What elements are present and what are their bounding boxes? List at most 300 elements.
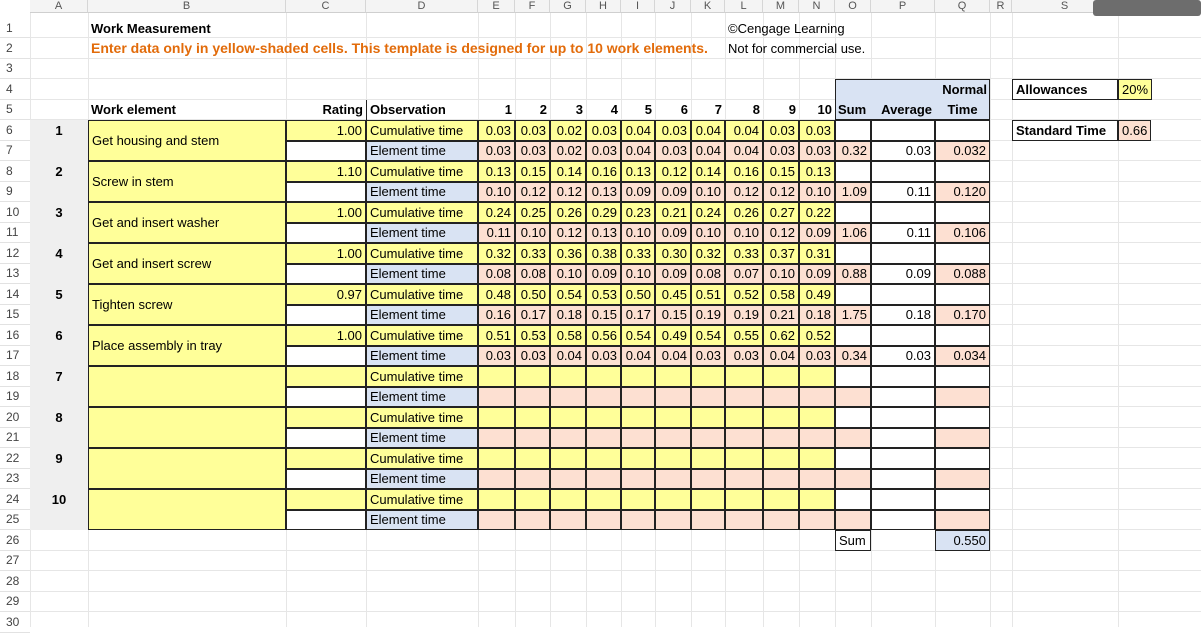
sum-blank[interactable] bbox=[835, 243, 871, 264]
cumulative-time-input[interactable]: 0.62 bbox=[763, 325, 799, 346]
row-header[interactable]: 18 bbox=[0, 366, 30, 387]
row-header[interactable]: 9 bbox=[0, 182, 30, 203]
column-header-j[interactable]: J bbox=[655, 0, 691, 13]
cumulative-time-input[interactable]: 0.15 bbox=[515, 161, 550, 182]
element-name-input[interactable]: Get housing and stem bbox=[88, 120, 286, 161]
cumulative-time-label[interactable]: Cumulative time bbox=[366, 407, 478, 428]
column-header-d[interactable]: D bbox=[366, 0, 478, 13]
cumulative-time-input[interactable] bbox=[478, 366, 515, 387]
rating-blank[interactable] bbox=[286, 346, 366, 367]
average-blank[interactable] bbox=[871, 489, 935, 510]
element-time-value[interactable]: 0.09 bbox=[799, 223, 835, 244]
element-time-label[interactable]: Element time bbox=[366, 141, 478, 162]
element-time-value[interactable]: 0.09 bbox=[655, 182, 691, 203]
element-number[interactable]: 7 bbox=[30, 366, 88, 407]
rating-input[interactable] bbox=[286, 366, 366, 387]
column-header-g[interactable]: G bbox=[550, 0, 586, 13]
element-time-value[interactable]: 0.03 bbox=[515, 141, 550, 162]
element-time-value[interactable]: 0.04 bbox=[725, 141, 763, 162]
sum-blank[interactable] bbox=[835, 489, 871, 510]
element-number[interactable]: 1 bbox=[30, 120, 88, 161]
element-time-value[interactable]: 0.03 bbox=[478, 346, 515, 367]
average-blank[interactable] bbox=[871, 161, 935, 182]
time-header[interactable]: Time bbox=[935, 100, 990, 121]
column-header-i[interactable]: I bbox=[621, 0, 655, 13]
cumulative-time-input[interactable] bbox=[515, 489, 550, 510]
cumulative-time-label[interactable]: Cumulative time bbox=[366, 489, 478, 510]
element-time-value[interactable]: 0.12 bbox=[515, 182, 550, 203]
element-time-label[interactable]: Element time bbox=[366, 469, 478, 490]
element-time-value[interactable] bbox=[621, 387, 655, 408]
observation-number[interactable]: 9 bbox=[788, 102, 796, 118]
cumulative-time-input[interactable] bbox=[478, 448, 515, 469]
cumulative-time-input[interactable] bbox=[515, 448, 550, 469]
column-header-e[interactable]: E bbox=[478, 0, 515, 13]
element-time-value[interactable]: 0.08 bbox=[478, 264, 515, 285]
rating-blank[interactable] bbox=[286, 387, 366, 408]
cumulative-time-input[interactable]: 0.56 bbox=[586, 325, 621, 346]
element-time-value[interactable]: 0.12 bbox=[550, 182, 586, 203]
element-time-value[interactable]: 0.15 bbox=[586, 305, 621, 326]
element-time-value[interactable] bbox=[550, 387, 586, 408]
element-time-value[interactable] bbox=[655, 510, 691, 531]
element-name-input[interactable] bbox=[88, 366, 286, 407]
element-time-value[interactable]: 0.09 bbox=[586, 264, 621, 285]
element-time-value[interactable] bbox=[763, 469, 799, 490]
cumulative-time-input[interactable] bbox=[799, 448, 835, 469]
cumulative-time-input[interactable]: 0.54 bbox=[550, 284, 586, 305]
element-time-value[interactable]: 0.15 bbox=[655, 305, 691, 326]
column-header-q[interactable]: Q bbox=[935, 0, 990, 13]
cumulative-time-input[interactable]: 0.04 bbox=[691, 120, 725, 141]
rating-blank[interactable] bbox=[286, 510, 366, 531]
normal-blank[interactable] bbox=[935, 366, 990, 387]
rating-input[interactable]: 1.00 bbox=[286, 202, 366, 223]
cumulative-time-input[interactable]: 0.25 bbox=[515, 202, 550, 223]
sum-blank[interactable] bbox=[835, 366, 871, 387]
element-time-value[interactable]: 0.09 bbox=[799, 264, 835, 285]
element-time-value[interactable] bbox=[691, 469, 725, 490]
element-sum[interactable]: 0.34 bbox=[835, 346, 871, 367]
cumulative-time-input[interactable]: 0.36 bbox=[550, 243, 586, 264]
element-time-value[interactable]: 0.12 bbox=[763, 182, 799, 203]
cumulative-time-input[interactable]: 0.13 bbox=[478, 161, 515, 182]
cumulative-time-input[interactable] bbox=[799, 366, 835, 387]
cumulative-time-input[interactable]: 0.33 bbox=[515, 243, 550, 264]
element-time-label[interactable]: Element time bbox=[366, 264, 478, 285]
rating-blank[interactable] bbox=[286, 182, 366, 203]
cumulative-time-input[interactable] bbox=[586, 407, 621, 428]
element-normal-time[interactable]: 0.106 bbox=[935, 223, 990, 244]
normal-blank[interactable] bbox=[935, 448, 990, 469]
column-header-h[interactable]: H bbox=[586, 0, 621, 13]
rating-input[interactable] bbox=[286, 448, 366, 469]
cumulative-time-input[interactable]: 0.50 bbox=[515, 284, 550, 305]
row-header[interactable]: 2 bbox=[0, 38, 30, 59]
element-time-value[interactable] bbox=[550, 428, 586, 449]
element-time-value[interactable] bbox=[515, 428, 550, 449]
cumulative-time-input[interactable] bbox=[655, 489, 691, 510]
element-time-value[interactable] bbox=[586, 428, 621, 449]
element-time-value[interactable]: 0.19 bbox=[725, 305, 763, 326]
cumulative-time-input[interactable] bbox=[763, 448, 799, 469]
row-header[interactable]: 16 bbox=[0, 325, 30, 346]
rating-blank[interactable] bbox=[286, 223, 366, 244]
element-number[interactable]: 9 bbox=[30, 448, 88, 489]
cumulative-time-label[interactable]: Cumulative time bbox=[366, 202, 478, 223]
element-time-value[interactable]: 0.03 bbox=[799, 346, 835, 367]
element-average[interactable]: 0.11 bbox=[871, 182, 935, 203]
element-time-value[interactable]: 0.17 bbox=[621, 305, 655, 326]
element-time-value[interactable] bbox=[725, 428, 763, 449]
element-time-label[interactable]: Element time bbox=[366, 387, 478, 408]
normal-header[interactable]: Normal bbox=[935, 79, 990, 100]
observation-header[interactable]: Observation bbox=[366, 100, 478, 121]
element-time-value[interactable] bbox=[725, 469, 763, 490]
cumulative-time-label[interactable]: Cumulative time bbox=[366, 284, 478, 305]
cumulative-time-input[interactable] bbox=[621, 448, 655, 469]
row-header[interactable]: 27 bbox=[0, 551, 30, 572]
element-sum[interactable]: 1.06 bbox=[835, 223, 871, 244]
row-header[interactable]: 4 bbox=[0, 79, 30, 100]
cumulative-time-input[interactable]: 0.52 bbox=[725, 284, 763, 305]
cumulative-time-input[interactable] bbox=[763, 489, 799, 510]
cumulative-time-input[interactable]: 0.22 bbox=[799, 202, 835, 223]
element-time-value[interactable] bbox=[655, 469, 691, 490]
element-time-value[interactable]: 0.10 bbox=[621, 264, 655, 285]
element-average[interactable] bbox=[871, 469, 935, 490]
element-time-value[interactable]: 0.10 bbox=[725, 223, 763, 244]
element-time-value[interactable]: 0.12 bbox=[550, 223, 586, 244]
cumulative-time-label[interactable]: Cumulative time bbox=[366, 325, 478, 346]
cumulative-time-input[interactable] bbox=[478, 407, 515, 428]
row-header[interactable]: 26 bbox=[0, 530, 30, 551]
element-name-input[interactable] bbox=[88, 407, 286, 448]
rating-input[interactable]: 1.00 bbox=[286, 120, 366, 141]
element-time-value[interactable]: 0.09 bbox=[621, 182, 655, 203]
element-sum[interactable]: 1.75 bbox=[835, 305, 871, 326]
average-blank[interactable] bbox=[871, 202, 935, 223]
element-time-value[interactable]: 0.04 bbox=[621, 141, 655, 162]
cumulative-time-input[interactable]: 0.33 bbox=[621, 243, 655, 264]
cumulative-time-input[interactable] bbox=[725, 448, 763, 469]
element-normal-time[interactable]: 0.120 bbox=[935, 182, 990, 203]
rating-blank[interactable] bbox=[286, 141, 366, 162]
cumulative-time-input[interactable]: 0.31 bbox=[799, 243, 835, 264]
element-normal-time[interactable] bbox=[935, 469, 990, 490]
element-time-value[interactable] bbox=[763, 428, 799, 449]
cumulative-time-input[interactable]: 0.24 bbox=[478, 202, 515, 223]
element-average[interactable]: 0.03 bbox=[871, 346, 935, 367]
element-sum[interactable]: 0.88 bbox=[835, 264, 871, 285]
instruction-text[interactable]: Enter data only in yellow-shaded cells. This template is designed for up to 10 work elements. bbox=[91, 40, 708, 57]
element-sum[interactable] bbox=[835, 428, 871, 449]
element-time-value[interactable]: 0.13 bbox=[586, 223, 621, 244]
element-time-value[interactable] bbox=[478, 387, 515, 408]
rating-blank[interactable] bbox=[286, 469, 366, 490]
element-time-value[interactable]: 0.10 bbox=[763, 264, 799, 285]
cumulative-time-input[interactable]: 0.24 bbox=[691, 202, 725, 223]
element-number[interactable]: 2 bbox=[30, 161, 88, 202]
element-time-value[interactable]: 0.04 bbox=[691, 141, 725, 162]
cumulative-time-input[interactable]: 0.51 bbox=[691, 284, 725, 305]
observation-number[interactable]: 5 bbox=[644, 102, 652, 118]
element-sum[interactable]: 1.09 bbox=[835, 182, 871, 203]
cumulative-time-input[interactable] bbox=[655, 407, 691, 428]
sum-blank[interactable] bbox=[835, 325, 871, 346]
copyright-note[interactable]: Not for commercial use. bbox=[728, 40, 866, 56]
scrollbar-thumb[interactable] bbox=[1093, 0, 1201, 16]
sum-blank[interactable] bbox=[835, 161, 871, 182]
cumulative-time-input[interactable]: 0.37 bbox=[763, 243, 799, 264]
cumulative-time-input[interactable]: 0.53 bbox=[586, 284, 621, 305]
cumulative-time-input[interactable]: 0.14 bbox=[550, 161, 586, 182]
column-header-a[interactable]: A bbox=[30, 0, 88, 13]
work-element-header[interactable]: Work element bbox=[91, 102, 177, 118]
rating-header[interactable]: Rating bbox=[322, 102, 363, 118]
element-time-value[interactable]: 0.19 bbox=[691, 305, 725, 326]
element-time-value[interactable] bbox=[515, 387, 550, 408]
column-header-p[interactable]: P bbox=[871, 0, 935, 13]
element-normal-time[interactable] bbox=[935, 510, 990, 531]
element-time-value[interactable]: 0.03 bbox=[691, 346, 725, 367]
cumulative-time-input[interactable]: 0.29 bbox=[586, 202, 621, 223]
observation-number[interactable]: 1 bbox=[504, 102, 512, 118]
element-time-value[interactable]: 0.02 bbox=[550, 141, 586, 162]
element-time-value[interactable] bbox=[550, 510, 586, 531]
average-header[interactable]: Average bbox=[871, 100, 935, 121]
element-time-value[interactable] bbox=[691, 387, 725, 408]
element-normal-time[interactable]: 0.170 bbox=[935, 305, 990, 326]
average-blank[interactable] bbox=[871, 284, 935, 305]
element-time-value[interactable] bbox=[763, 510, 799, 531]
element-time-value[interactable] bbox=[586, 469, 621, 490]
element-time-value[interactable]: 0.10 bbox=[691, 223, 725, 244]
element-time-value[interactable]: 0.03 bbox=[655, 141, 691, 162]
cumulative-time-input[interactable] bbox=[725, 366, 763, 387]
element-time-value[interactable]: 0.09 bbox=[655, 223, 691, 244]
element-time-value[interactable]: 0.03 bbox=[515, 346, 550, 367]
cumulative-time-input[interactable]: 0.58 bbox=[763, 284, 799, 305]
allowances-input[interactable]: 20% bbox=[1118, 79, 1152, 100]
column-header-m[interactable]: M bbox=[763, 0, 799, 13]
element-normal-time[interactable]: 0.088 bbox=[935, 264, 990, 285]
cumulative-time-label[interactable]: Cumulative time bbox=[366, 161, 478, 182]
cumulative-time-input[interactable]: 0.32 bbox=[478, 243, 515, 264]
element-time-value[interactable] bbox=[725, 510, 763, 531]
element-number[interactable]: 8 bbox=[30, 407, 88, 448]
row-header[interactable]: 30 bbox=[0, 612, 30, 633]
rating-blank[interactable] bbox=[286, 428, 366, 449]
cumulative-time-input[interactable]: 0.23 bbox=[621, 202, 655, 223]
element-number[interactable]: 6 bbox=[30, 325, 88, 366]
cumulative-time-input[interactable] bbox=[586, 366, 621, 387]
element-time-value[interactable]: 0.04 bbox=[550, 346, 586, 367]
element-time-value[interactable]: 0.10 bbox=[799, 182, 835, 203]
row-header[interactable]: 17 bbox=[0, 346, 30, 367]
element-time-value[interactable] bbox=[655, 428, 691, 449]
element-time-value[interactable] bbox=[478, 428, 515, 449]
element-time-value[interactable]: 0.03 bbox=[586, 141, 621, 162]
cumulative-time-input[interactable]: 0.33 bbox=[725, 243, 763, 264]
cumulative-time-input[interactable]: 0.52 bbox=[799, 325, 835, 346]
normal-blank[interactable] bbox=[935, 120, 990, 141]
cumulative-time-input[interactable]: 0.03 bbox=[763, 120, 799, 141]
cumulative-time-input[interactable]: 0.03 bbox=[586, 120, 621, 141]
column-header-f[interactable]: F bbox=[515, 0, 550, 13]
cumulative-time-input[interactable] bbox=[550, 366, 586, 387]
element-time-value[interactable]: 0.04 bbox=[621, 346, 655, 367]
copyright-text[interactable]: ©Cengage Learning bbox=[728, 20, 845, 36]
cumulative-time-input[interactable]: 0.50 bbox=[621, 284, 655, 305]
average-blank[interactable] bbox=[871, 407, 935, 428]
normal-blank[interactable] bbox=[935, 161, 990, 182]
row-header[interactable]: 7 bbox=[0, 141, 30, 162]
cumulative-time-input[interactable]: 0.16 bbox=[586, 161, 621, 182]
element-time-value[interactable]: 0.10 bbox=[478, 182, 515, 203]
cumulative-time-input[interactable] bbox=[621, 489, 655, 510]
element-time-value[interactable]: 0.04 bbox=[655, 346, 691, 367]
element-time-value[interactable]: 0.16 bbox=[478, 305, 515, 326]
average-blank[interactable] bbox=[871, 448, 935, 469]
cumulative-time-input[interactable]: 0.32 bbox=[691, 243, 725, 264]
cumulative-time-input[interactable]: 0.48 bbox=[478, 284, 515, 305]
average-blank[interactable] bbox=[871, 325, 935, 346]
row-header[interactable]: 5 bbox=[0, 100, 30, 121]
cumulative-time-input[interactable] bbox=[515, 407, 550, 428]
total-normal-time[interactable]: 0.550 bbox=[935, 530, 990, 551]
element-average[interactable] bbox=[871, 387, 935, 408]
observation-number[interactable]: 10 bbox=[817, 102, 832, 118]
cumulative-time-input[interactable]: 0.02 bbox=[550, 120, 586, 141]
observation-number[interactable]: 3 bbox=[575, 102, 583, 118]
element-number[interactable]: 4 bbox=[30, 243, 88, 284]
cumulative-time-input[interactable]: 0.49 bbox=[655, 325, 691, 346]
normal-blank[interactable] bbox=[935, 489, 990, 510]
cumulative-time-input[interactable]: 0.04 bbox=[725, 120, 763, 141]
observation-number[interactable]: 6 bbox=[680, 102, 688, 118]
element-time-value[interactable]: 0.10 bbox=[621, 223, 655, 244]
element-time-value[interactable] bbox=[655, 387, 691, 408]
cumulative-time-input[interactable] bbox=[691, 489, 725, 510]
element-time-value[interactable] bbox=[763, 387, 799, 408]
element-name-input[interactable]: Get and insert washer bbox=[88, 202, 286, 243]
element-time-label[interactable]: Element time bbox=[366, 223, 478, 244]
cumulative-time-input[interactable] bbox=[799, 407, 835, 428]
row-header[interactable]: 19 bbox=[0, 387, 30, 408]
column-header-o[interactable]: O bbox=[835, 0, 871, 13]
element-time-value[interactable] bbox=[799, 428, 835, 449]
rating-input[interactable] bbox=[286, 407, 366, 428]
row-header[interactable]: 13 bbox=[0, 264, 30, 285]
element-time-value[interactable]: 0.03 bbox=[478, 141, 515, 162]
cumulative-time-input[interactable] bbox=[550, 407, 586, 428]
total-sum-label[interactable]: Sum bbox=[835, 530, 871, 551]
row-header[interactable]: 21 bbox=[0, 428, 30, 449]
row-header[interactable]: 8 bbox=[0, 161, 30, 182]
element-time-value[interactable]: 0.08 bbox=[515, 264, 550, 285]
cumulative-time-input[interactable] bbox=[655, 448, 691, 469]
cumulative-time-label[interactable]: Cumulative time bbox=[366, 366, 478, 387]
row-header[interactable]: 25 bbox=[0, 510, 30, 531]
cumulative-time-input[interactable]: 0.03 bbox=[799, 120, 835, 141]
column-header-n[interactable]: N bbox=[799, 0, 835, 13]
cumulative-time-input[interactable] bbox=[586, 489, 621, 510]
element-time-value[interactable]: 0.17 bbox=[515, 305, 550, 326]
row-header[interactable]: 28 bbox=[0, 571, 30, 592]
row-header[interactable]: 10 bbox=[0, 202, 30, 223]
cumulative-time-input[interactable] bbox=[586, 448, 621, 469]
element-time-value[interactable] bbox=[515, 510, 550, 531]
cumulative-time-input[interactable]: 0.03 bbox=[655, 120, 691, 141]
element-average[interactable] bbox=[871, 510, 935, 531]
element-time-value[interactable] bbox=[799, 510, 835, 531]
rating-input[interactable]: 0.97 bbox=[286, 284, 366, 305]
element-average[interactable]: 0.03 bbox=[871, 141, 935, 162]
observation-number[interactable]: 2 bbox=[539, 102, 547, 118]
row-header[interactable]: 11 bbox=[0, 223, 30, 244]
cumulative-time-input[interactable]: 0.14 bbox=[691, 161, 725, 182]
element-number[interactable]: 5 bbox=[30, 284, 88, 325]
column-header-k[interactable]: K bbox=[691, 0, 725, 13]
cumulative-time-input[interactable] bbox=[550, 448, 586, 469]
sum-blank[interactable] bbox=[835, 284, 871, 305]
cumulative-time-input[interactable] bbox=[621, 407, 655, 428]
element-time-value[interactable]: 0.12 bbox=[763, 223, 799, 244]
observation-number[interactable]: 4 bbox=[610, 102, 618, 118]
element-time-value[interactable]: 0.03 bbox=[763, 141, 799, 162]
element-time-value[interactable] bbox=[725, 387, 763, 408]
element-sum[interactable]: 0.32 bbox=[835, 141, 871, 162]
element-time-value[interactable] bbox=[550, 469, 586, 490]
column-header-c[interactable]: C bbox=[286, 0, 366, 13]
cumulative-time-input[interactable] bbox=[478, 489, 515, 510]
cumulative-time-input[interactable]: 0.55 bbox=[725, 325, 763, 346]
element-name-input[interactable] bbox=[88, 489, 286, 530]
cumulative-time-input[interactable]: 0.38 bbox=[586, 243, 621, 264]
cumulative-time-input[interactable]: 0.26 bbox=[725, 202, 763, 223]
rating-input[interactable]: 1.00 bbox=[286, 325, 366, 346]
element-sum[interactable] bbox=[835, 469, 871, 490]
column-header-s[interactable]: S bbox=[1012, 0, 1118, 13]
element-time-value[interactable] bbox=[621, 428, 655, 449]
allowances-label[interactable]: Allowances bbox=[1012, 79, 1118, 100]
cumulative-time-input[interactable]: 0.45 bbox=[655, 284, 691, 305]
cumulative-time-input[interactable]: 0.54 bbox=[691, 325, 725, 346]
cumulative-time-input[interactable]: 0.03 bbox=[478, 120, 515, 141]
rating-input[interactable]: 1.00 bbox=[286, 243, 366, 264]
rating-blank[interactable] bbox=[286, 305, 366, 326]
average-blank[interactable] bbox=[871, 366, 935, 387]
cumulative-time-input[interactable] bbox=[725, 407, 763, 428]
cumulative-time-input[interactable] bbox=[550, 489, 586, 510]
element-normal-time[interactable] bbox=[935, 387, 990, 408]
element-time-value[interactable]: 0.10 bbox=[550, 264, 586, 285]
average-blank[interactable] bbox=[871, 243, 935, 264]
column-header-b[interactable]: B bbox=[88, 0, 286, 13]
element-time-value[interactable] bbox=[621, 469, 655, 490]
column-header-r[interactable]: R bbox=[990, 0, 1012, 13]
element-time-value[interactable]: 0.12 bbox=[725, 182, 763, 203]
element-time-value[interactable] bbox=[799, 469, 835, 490]
average-blank[interactable] bbox=[871, 120, 935, 141]
cumulative-time-input[interactable]: 0.51 bbox=[478, 325, 515, 346]
row-header[interactable]: 22 bbox=[0, 448, 30, 469]
element-number[interactable]: 3 bbox=[30, 202, 88, 243]
element-time-value[interactable]: 0.03 bbox=[799, 141, 835, 162]
sum-blank[interactable] bbox=[835, 407, 871, 428]
cumulative-time-input[interactable] bbox=[691, 407, 725, 428]
